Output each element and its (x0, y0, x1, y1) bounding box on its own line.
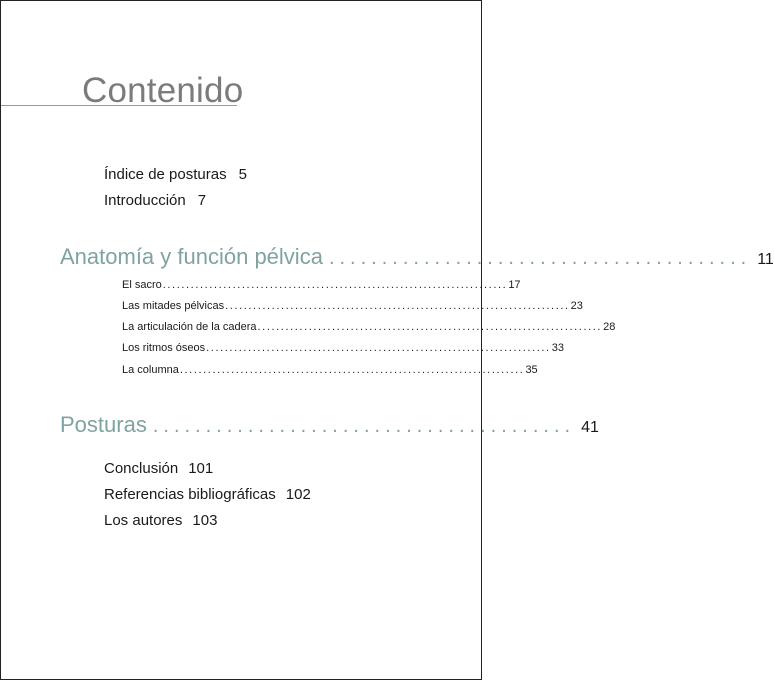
toc-entry-page: 7 (197, 192, 207, 209)
dot-leader: ........................................ (328, 247, 752, 269)
page-title: Contenido (82, 71, 244, 110)
dot-leader: .......................................................................... (179, 364, 525, 376)
toc-subentry-label: El sacro (122, 279, 162, 291)
toc-entry-page: 103 (192, 512, 218, 529)
toc-subentry-page: 17 (508, 279, 521, 291)
toc-section-anatomia[interactable] (60, 244, 774, 270)
toc-subentry[interactable] (122, 279, 521, 291)
dot-leader: .......................................................................... (162, 279, 508, 291)
toc-subentry[interactable] (122, 342, 564, 354)
dot-leader: ........................................ (152, 415, 576, 437)
toc-section-page: 11 (757, 251, 774, 268)
toc-subentry-label: Los ritmos óseos (122, 342, 206, 354)
toc-entry-page: 102 (285, 486, 311, 503)
toc-entry-label: Conclusión (104, 460, 179, 477)
toc-entry-label: Introducción (104, 192, 186, 209)
dot-leader: .......................................................................... (225, 300, 570, 312)
dot-leader: .......................................................................... (257, 321, 603, 333)
toc-subentry-label: Las mitades pélvicas (122, 300, 225, 312)
dot-leader: .......................................................................... (206, 342, 551, 354)
toc-subentry[interactable] (122, 300, 583, 312)
toc-subentry-page: 23 (570, 300, 583, 312)
toc-section-label: Posturas (60, 412, 147, 437)
toc-entry-back-1[interactable] (104, 460, 213, 477)
toc-entry-label: Los autores (104, 512, 183, 529)
toc-entry-label: Referencias bibliográficas (104, 486, 276, 503)
toc-entry-label: Índice de posturas (104, 166, 227, 183)
toc-subentry-page: 33 (551, 342, 564, 354)
toc-entry-back-2[interactable] (104, 486, 311, 503)
toc-entry-front-1[interactable] (104, 166, 247, 183)
toc-entry-front-2[interactable] (104, 192, 206, 209)
toc-section-label: Anatomía y función pélvica (60, 244, 323, 269)
toc-subentry-label: La columna (122, 364, 179, 376)
toc-entry-page: 101 (188, 460, 214, 477)
toc-subentry[interactable] (122, 364, 538, 376)
toc-subentry-page: 28 (603, 321, 616, 333)
toc-entry-back-3[interactable] (104, 512, 217, 529)
toc-entry-page: 5 (238, 166, 247, 183)
toc-subentry[interactable] (122, 321, 616, 333)
toc-subentry-label: La articulación de la cadera (122, 321, 257, 333)
toc-subentry-page: 35 (525, 364, 538, 376)
toc-section-page: 41 (581, 419, 599, 436)
toc-section-posturas[interactable] (60, 412, 599, 438)
